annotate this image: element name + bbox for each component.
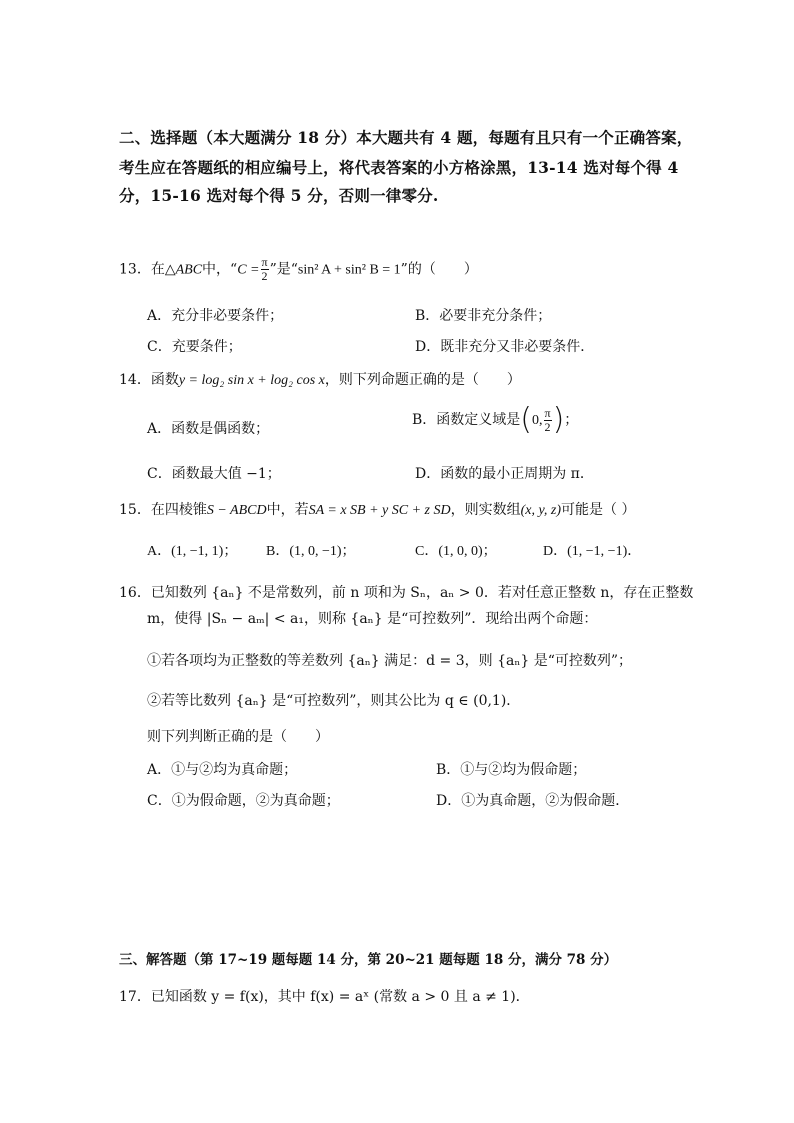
q13-option-b: B．必要非充分条件； (415, 308, 552, 324)
q16-ask: 则下列判断正确的是（ ） (147, 729, 329, 745)
q14-end: ，则下列命题正确的是（ ） (324, 372, 521, 388)
q13-stem (119, 256, 478, 283)
q16-line1: 16．已知数列 {aₙ} 不是常数列，前 n 项和为 Sₙ，aₙ > 0．若对任意正整数 n，存在正整数 (119, 585, 694, 601)
q14-option-a: A．函数是偶函数； (147, 421, 270, 437)
q15-end: ，则实数组 (450, 502, 521, 518)
q15-mid: 中，若 (266, 502, 309, 518)
q16-statement-1: ①若各项均为正整数的等差数列 {aₙ} 满足：d = 3，则 {aₙ} 是“可控数列”； (147, 653, 633, 669)
q16-statement-2: ②若等比数列 {aₙ} 是“可控数列”，则其公比为 q ∈ (0,1)． (147, 693, 521, 709)
q15-end2: 可能是（ ） (561, 502, 636, 518)
q14-option-b-prefix: B．函数定义域是 (412, 412, 521, 428)
q14-number: 14．函数 (119, 372, 179, 388)
q15-stem (119, 499, 636, 519)
q13-frac-den: 2 (261, 269, 268, 283)
q13-option-a: A．充分非必要条件； (147, 308, 284, 324)
q15-option-b: B．(1, 0, −1)； (266, 544, 356, 559)
q15-tuple: (x, y, z) (520, 503, 562, 518)
q13-fraction (261, 256, 269, 283)
q15-number: 15．在四棱锥 (119, 502, 207, 518)
q13-cond-lhs: C = (237, 262, 260, 278)
section3-title: 三、解答题（第 17~19 题每题 14 分，第 20~21 题每题 18 分，满分 78 分） (119, 952, 618, 968)
q17-stem: 17．已知函数 y = f(x)，其中 f(x) = aˣ (常数 a > 0 且 a ≠ 1)． (119, 989, 530, 1005)
q14-option-c: C．函数最大值 −1； (147, 466, 281, 482)
q14-option-d: D．函数的最小正周期为 π． (415, 466, 594, 482)
left-paren-icon: ( (520, 402, 533, 437)
q14-option-b-fraction (544, 407, 552, 434)
section2-line1: 二、选择题（本大题满分 18 分）本大题共有 4 题，每题有且只有一个正确答案， (119, 128, 693, 147)
q13-end: ”的（ ） (400, 261, 478, 278)
q13-triangle: △ABC (164, 262, 203, 278)
q15-option-a: A．(1, −1, 1)； (147, 544, 238, 559)
q14-b-frac-den: 2 (544, 419, 551, 434)
q14-b-frac-num: π (544, 405, 551, 420)
q14-stem (119, 369, 521, 389)
q16-option-b: B．①与②均为假命题； (436, 762, 587, 778)
section2-line3: 分，15-16 选对每个得 5 分，否则一律零分. (119, 186, 439, 205)
q13-frac-num: π (261, 255, 268, 269)
q13-option-c: C．充要条件； (147, 339, 242, 355)
q16-line2: m，使得 |Sₙ − aₘ| < a₁，则称 {aₙ} 是“可控数列”．现给出两个命题： (147, 611, 598, 627)
q14-option-b (412, 402, 579, 437)
right-paren-icon: ) (552, 402, 565, 437)
q13-number: 13．在 (119, 261, 165, 278)
section2-line2: 考生应在答题纸的相应编号上，将代表答案的小方格涂黑，13-14 选对每个得 4 (119, 158, 679, 177)
q15-pyramid: S − ABCD (206, 503, 267, 518)
q13-option-d: D．既非充分又非必要条件． (415, 339, 595, 355)
q15-option-c: C．(1, 0, 0)； (415, 544, 497, 559)
q13-is: ”是“ (269, 261, 298, 278)
q16-option-a: A．①与②均为真命题； (147, 762, 298, 778)
q14-option-b-suffix: ； (564, 412, 579, 428)
q13-cond2: sin² A + sin² B = 1 (297, 262, 401, 278)
q15-vector-equation: SA = x SB + y SC + z SD (308, 503, 451, 518)
q13-mid: 中，“ (202, 261, 238, 278)
q15-option-d: D．(1, −1, −1)． (543, 544, 642, 559)
q14-option-b-inner: 0, (532, 413, 543, 428)
q14-function: y = log₂ sin x + log₂ cos x (178, 373, 325, 388)
q16-option-d: D．①为真命题，②为假命题． (436, 793, 630, 809)
q16-option-c: C．①为假命题，②为真命题； (147, 793, 340, 809)
